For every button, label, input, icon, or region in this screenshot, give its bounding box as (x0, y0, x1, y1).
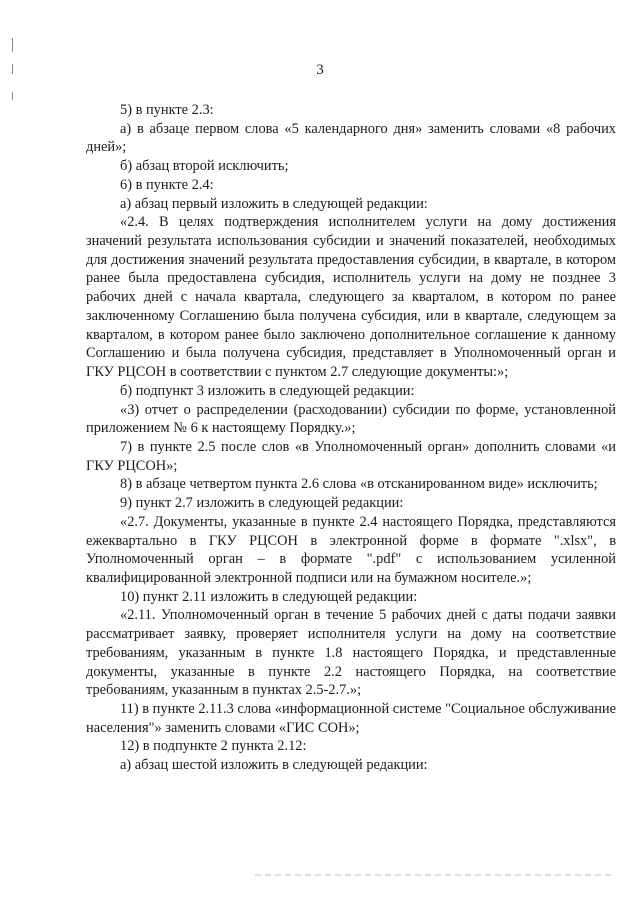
binding-mark (12, 38, 13, 52)
paragraph-subitem-b: б) подпункт 3 изложить в следующей редакции: (120, 382, 415, 399)
paragraph-subitem-b: б) абзац второй исключить; (120, 158, 289, 175)
quoted-subclause-3: «3) отчет о распределении (расходовании) субсидии по форме, установленной приложением № 6 к настоящему Порядку.»; (86, 401, 616, 437)
paragraph-item-5: 5) в пункте 2.3: (120, 102, 214, 118)
scan-edge-artifact (255, 874, 615, 876)
quoted-clause-2-7: «2.7. Документы, указанные в пункте 2.4 настоящего Порядка, представляются ежеквартально в ГКУ РЦСОН в электронной форме в формате ".xlsx", в Уполномоченный орган – в формате ".pdf" с использованием усиленной квалифицированной электронной подписи или на бумажном носителе.»; (86, 513, 616, 586)
paragraph-item-9: 9) пункт 2.7 изложить в следующей редакции: (120, 495, 404, 512)
page-number: 3 (316, 62, 324, 78)
paragraph-subitem-a: а) в абзаце первом слова «5 календарного дня» заменить словами «8 рабочих дней»; (86, 120, 616, 156)
paragraph-item-6: 6) в пункте 2.4: (120, 176, 214, 193)
paragraph-item-12: 12) в подпункте 2 пункта 2.12: (120, 738, 307, 755)
paragraph-subitem-a: а) абзац первый изложить в следующей редакции: (120, 195, 428, 212)
quoted-clause-2-11: «2.11. Уполномоченный орган в течение 5 рабочих дней с даты подачи заявки рассматривает заявку, проверяет исполнителя услуги на дому на соответствие требованиям, указанным в пункте 1.8 настоящего Порядка, и представленные документы, указанные в пункте 2.2 настоящего Порядка, на соответствие требованиям, указанным в пунктах 2.5-2.7.»; (86, 607, 616, 699)
binding-mark (12, 92, 13, 100)
paragraph-item-11: 11) в пункте 2.11.3 слова «информационной системе "Социальное обслуживание населения"» заменить словами «ГИС СОН»; (86, 701, 616, 736)
quoted-clause-2-4: «2.4. В целях подтверждения исполнителем услуги на дому достижения значений результата использования субсидии и значений показателей, необходимых для достижения значений результата предоставления субсидии, в квартале, в котором ранее была предоставлена субсидия, исполнитель услуги на дому не позднее 3 рабочих дней с начала квартала, следующего за кварталом, в котором по ранее заключенному Соглашению была получена субсидия, или в квартале, следующем за кварталом, в котором ранее было заключено дополнительное соглашение к данному Соглашению и была получена субсидия, представляет в Уполномоченный орган и ГКУ РЦСОН в соответствии с пунктом 2.7 следующие документы:»; (86, 214, 616, 381)
paragraph-subitem-a: а) абзац шестой изложить в следующей редакции: (120, 757, 428, 774)
paragraph-item-8: 8) в абзаце четвертом пункта 2.6 слова «в отсканированном виде» исключить; (120, 476, 598, 493)
paragraph-item-10: 10) пункт 2.11 изложить в следующей редакции: (120, 588, 418, 605)
paragraph-item-7: 7) в пункте 2.5 после слов «в Уполномоченный орган» дополнить словами «и ГКУ РЦСОН»; (86, 438, 616, 474)
document-body (86, 101, 616, 775)
